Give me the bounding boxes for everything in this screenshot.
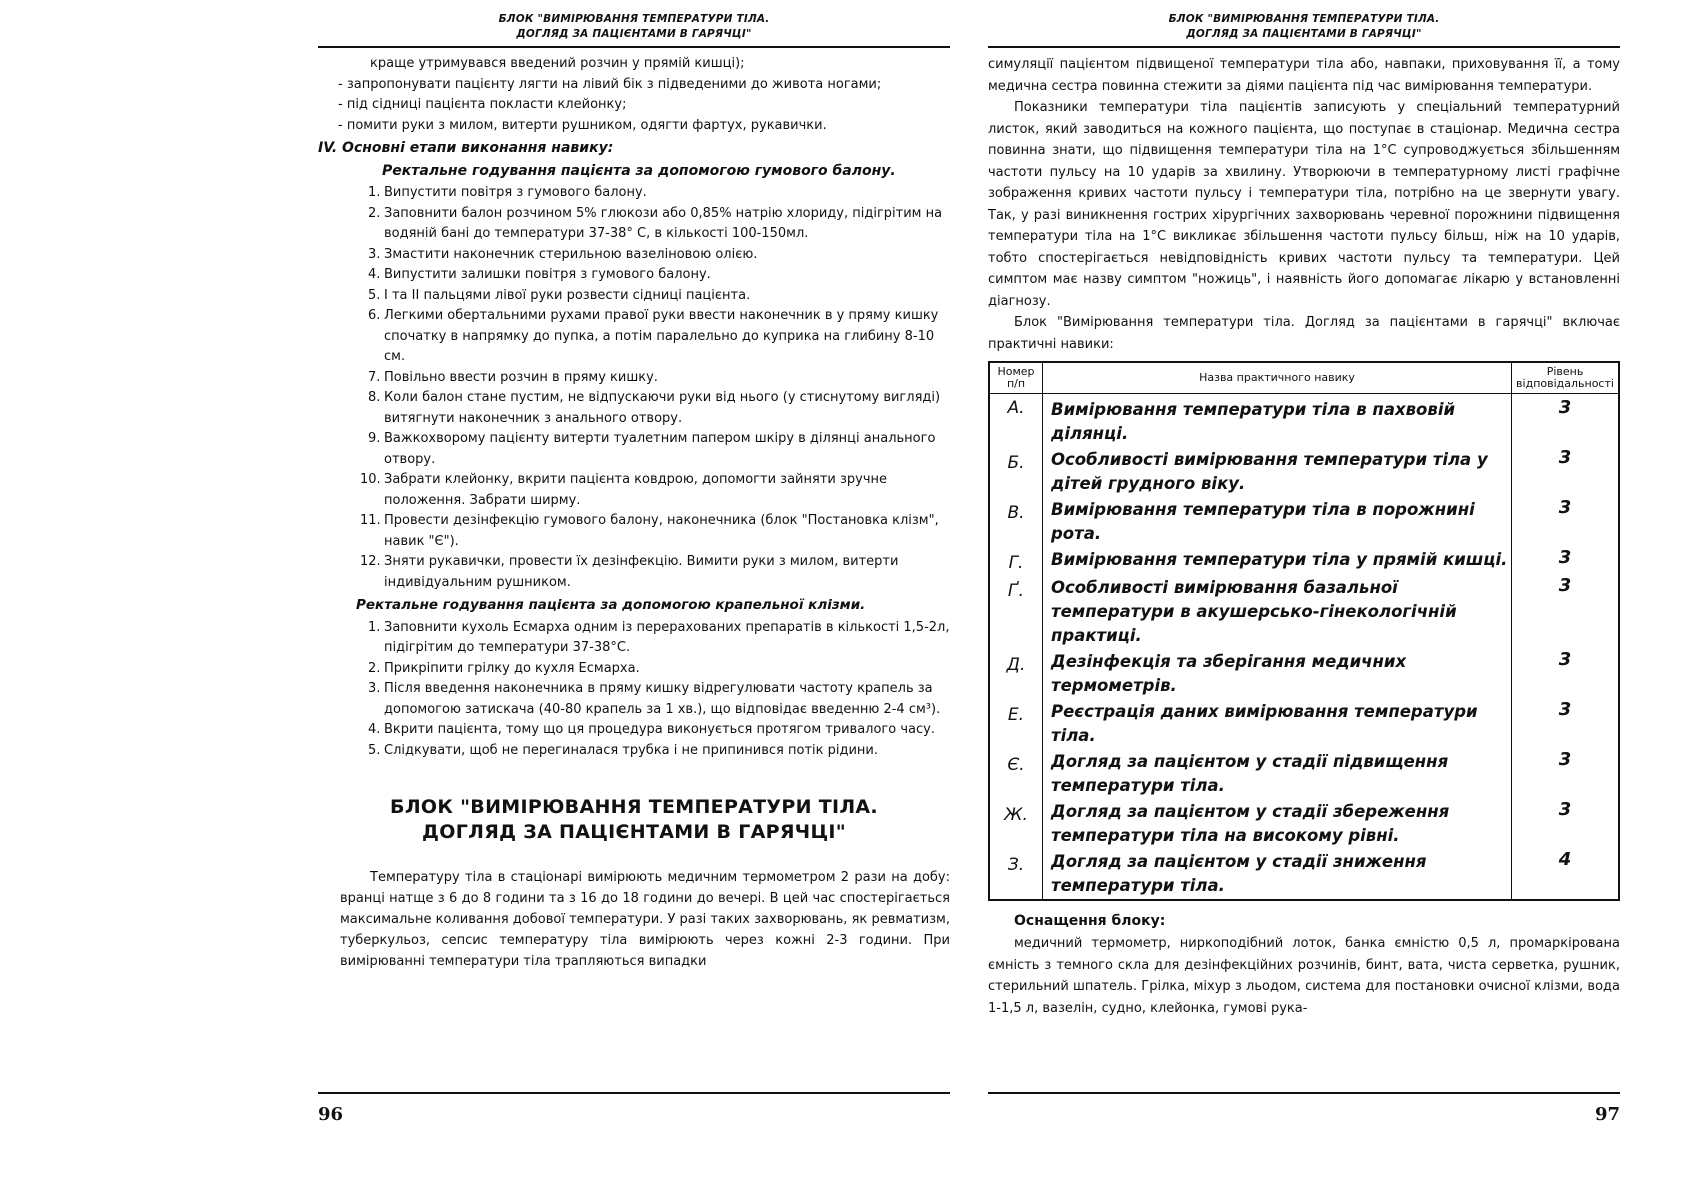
step-item	[318, 388, 950, 429]
footer-rule-right	[988, 1092, 1620, 1094]
step-item	[318, 368, 950, 389]
skills-table	[988, 361, 1620, 901]
running-head-line1: БЛОК "ВИМІРЮВАННЯ ТЕМПЕРАТУРИ ТІЛА.	[1168, 13, 1440, 25]
balloon-steps	[318, 183, 950, 593]
step-number: 1.	[368, 619, 381, 635]
table-row	[989, 394, 1619, 448]
table-row	[989, 849, 1619, 900]
step-item	[318, 552, 950, 593]
running-head-line1: БЛОК "ВИМІРЮВАННЯ ТЕМПЕРАТУРИ ТІЛА.	[498, 13, 770, 25]
step-text: Слідкувати, щоб не перегиналася трубка і не припинився потік рідини.	[384, 742, 879, 758]
step-item	[318, 470, 950, 511]
step-item	[318, 204, 950, 245]
step-number: 6.	[368, 308, 381, 323]
step-number: 7.	[368, 369, 381, 385]
skill-name: Особливості вимірювання базальної температури в акушерсько-гінекологічній практиці.	[1043, 575, 1512, 649]
step-text: Після введення наконечника в пряму кишку відрегулювати частоту крапель за допомогою затискача (40-80 крапель за 1 хв.), що відповідає введенню 2-4 см³).	[384, 681, 941, 717]
skill-level: 3	[1512, 575, 1620, 649]
skill-code: В.	[989, 497, 1043, 547]
step-item	[318, 306, 950, 368]
step-number: 11.	[360, 513, 381, 528]
step-item	[318, 511, 950, 552]
equipment-paragraph: медичний термометр, ниркоподібний лоток, банка ємністю 0,5 л, промаркірована ємність з темного скла для дезінфекційних розчинів, бинт, вата, чиста серветка, рушник, стерильний шпатель. Грілка, міхур з льодом, система для постановки очисної клізми, вода 1-1,5 л, вазелін, судно, клейонка, гумові рука-	[988, 936, 1620, 1016]
step-item	[318, 720, 950, 741]
step-number: 12.	[360, 554, 381, 569]
step-item	[318, 245, 950, 266]
skill-level: 3	[1512, 749, 1620, 799]
step-number: 9.	[368, 431, 381, 446]
bullet-item: - помити руки з милом, витерти рушником, одягти фартух, рукавички.	[338, 117, 827, 133]
subheading-balloon: Ректальне годування пацієнта за допомогою гумового балону.	[382, 162, 896, 179]
skill-code: Г.	[989, 547, 1043, 575]
table-row	[989, 575, 1619, 649]
table-row	[989, 649, 1619, 699]
step-item	[318, 659, 950, 680]
skill-level: 3	[1512, 699, 1620, 749]
left-page	[318, 0, 950, 1190]
step-text: Провести дезінфекцію гумового балону, наконечника (блок "Постановка клізм", навик "Є").	[384, 513, 939, 549]
skill-name: Дезінфекція та зберігання медичних термометрів.	[1043, 649, 1512, 699]
skill-name: Догляд за пацієнтом у стадії зниження температури тіла.	[1043, 849, 1512, 900]
subheading-drip: Ректальне годування пацієнта за допомогою крапельної клізми.	[356, 597, 866, 613]
step-text: Заповнити кухоль Есмарха одним із перерахованих препаратів в кількості 1,5-2л, підігрітим до температури 37-38°С.	[384, 619, 950, 655]
skill-level: 3	[1512, 447, 1620, 497]
table-row	[989, 547, 1619, 575]
step-text: Зняти рукавички, провести їх дезінфекцію. Вимити руки з милом, витерти індивідуальним рушником.	[384, 554, 899, 590]
header-code: Номер п/п	[989, 362, 1043, 394]
prep-bullets	[318, 75, 950, 137]
step-text: Випустити повітря з гумового балону.	[384, 185, 647, 200]
skill-code: Б.	[989, 447, 1043, 497]
skill-code: Ґ.	[989, 575, 1043, 649]
block-intro-paragraph: Температуру тіла в стаціонарі вимірюють медичним термометром 2 рази на добу: вранці натще з 6 до 8 години та з 16 до 18 години до вечері. В цей час спостерігається максимальне коливання добової температури. У разі таких захворювань, як ревматизм, туберкульоз, сепсис температуру тіла вимірюють через кожні 2-3 години. При вимірюванні температури тіла трапляються випадки	[340, 870, 950, 969]
skill-name: Вимірювання температури тіла у прямій кишці.	[1043, 547, 1512, 575]
skill-name: Вимірювання температури тіла в порожнині рота.	[1043, 497, 1512, 547]
step-number: 8.	[368, 390, 381, 405]
step-item	[318, 286, 950, 307]
header-level: Рівень відповідальності	[1512, 362, 1620, 394]
header-rule-right	[988, 46, 1620, 48]
step-number: 5.	[368, 742, 381, 758]
skill-code: Е.	[989, 699, 1043, 749]
step-text: Вкрити пацієнта, тому що ця процедура виконується протягом тривалого часу.	[384, 722, 935, 737]
right-column	[988, 54, 1620, 1019]
skill-level: 3	[1512, 394, 1620, 448]
skill-name: Догляд за пацієнтом у стадії збереження температури тіла на високому рівні.	[1043, 799, 1512, 849]
section-heading: IV. Основні етапи виконання навику:	[318, 140, 614, 156]
equipment-heading: Оснащення блоку:	[1014, 912, 1166, 929]
step-item	[318, 183, 950, 204]
skill-level: 3	[1512, 649, 1620, 699]
running-head-line2: ДОГЛЯД ЗА ПАЦІЄНТАМИ В ГАРЯЧЦІ"	[1186, 28, 1422, 40]
step-number: 5.	[368, 287, 381, 303]
step-text: Коли балон стане пустим, не відпускаючи руки від нього (у стиснутому вигляді) витягнути наконечник з анального отвору.	[384, 390, 941, 426]
step-number: 4.	[368, 722, 381, 737]
table-row	[989, 497, 1619, 547]
step-item	[318, 679, 950, 720]
step-item	[318, 741, 950, 762]
step-text: Повільно ввести розчин в пряму кишку.	[384, 369, 658, 385]
skill-name: Реєстрація даних вимірювання температури тіла.	[1043, 699, 1512, 749]
step-item	[318, 618, 950, 659]
skill-level: 3	[1512, 799, 1620, 849]
skill-name: Вимірювання температури тіла в пахвовій ділянці.	[1043, 394, 1512, 448]
header-name: Назва практичного навику	[1043, 362, 1512, 394]
skill-code: А.	[989, 394, 1043, 448]
right-page	[988, 0, 1620, 1190]
step-text: Легкими обертальними рухами правої руки ввести наконечник в у пряму кишку спочатку в напрямку до пупка, а потім паралельно до куприка на глибину 8-10 см.	[384, 308, 939, 364]
paragraph: симуляції пацієнтом підвищеної температури тіла або, навпаки, приховування її, а тому медична сестра повинна стежити за діями пацієнта під час вимірювання температури.	[988, 57, 1620, 94]
step-text: І та ІІ пальцями лівої руки розвести сідниці пацієнта.	[384, 287, 751, 303]
step-number: 3.	[368, 681, 381, 696]
skill-name: Догляд за пацієнтом у стадії підвищення температури тіла.	[1043, 749, 1512, 799]
table-row	[989, 749, 1619, 799]
block-title-line2: ДОГЛЯД ЗА ПАЦІЄНТАМИ В ГАРЯЧЦІ"	[422, 821, 846, 843]
running-head-left	[318, 12, 950, 42]
step-number: 2.	[368, 660, 381, 676]
block-title-line1: БЛОК "ВИМІРЮВАННЯ ТЕМПЕРАТУРИ ТІЛА.	[390, 796, 878, 818]
step-text: Прикріпити грілку до кухля Есмарха.	[384, 660, 640, 676]
table-row	[989, 799, 1619, 849]
step-number: 10.	[360, 472, 381, 487]
intro-line: краще утримувався введений розчин у прямій кишці);	[370, 56, 745, 71]
table-header-row	[989, 362, 1619, 394]
skill-code: З.	[989, 849, 1043, 900]
step-item	[318, 429, 950, 470]
paragraph: Блок "Вимірювання температури тіла. Догляд за пацієнтами в гарячці" включає практичні навики:	[988, 315, 1620, 352]
header-rule-left	[318, 46, 950, 48]
paragraph: Показники температури тіла пацієнтів записують у спеціальний температурний листок, який заводиться на кожного пацієнта, що поступає в стаціонар. Медична сестра повинна знати, що підвищення температури тіла на 1°С супроводжується збільшенням частоти пульсу на 10 ударів за хвилину. Утворюючи в температурному листі графічне зображення кривих частоти пульсу і температури тіла, потрібно на це звернути увагу. Так, у разі виникнення гострих хірургічних захворювань черевної порожнини підвищення температури тіла на 1°С викликає збільшення частоти пульсу більш, ніж на 10 ударів, тобто спостерігається невідповідність кривих частоти пульсу та температури. Цей симптом має назву симптом "ножиць", і наявність його допомагає лікарю у встановленні діагнозу.	[988, 100, 1620, 309]
skill-level: 4	[1512, 849, 1620, 900]
page-number-left: 96	[318, 1104, 344, 1125]
skill-level: 3	[1512, 547, 1620, 575]
step-text: Випустити залишки повітря з гумового балону.	[384, 267, 711, 282]
skill-code: Ж.	[989, 799, 1043, 849]
step-number: 4.	[368, 267, 381, 282]
footer-rule-left	[318, 1092, 950, 1094]
page-number-right: 97	[1594, 1104, 1620, 1125]
bullet-item: - запропонувати пацієнту лягти на лівий бік з підведеними до живота ногами;	[338, 76, 882, 92]
skill-code: Є.	[989, 749, 1043, 799]
running-head-right	[988, 12, 1620, 42]
step-number: 2.	[368, 205, 381, 221]
bullet-item: - під сідниці пацієнта покласти клейонку;	[338, 97, 627, 112]
step-number: 1.	[368, 185, 381, 200]
step-text: Заповнити балон розчином 5% глюкози або 0,85% натрію хлориду, підігрітим на водяній бані до температури 37-38° С, в кількості 100-150мл.	[384, 205, 943, 241]
skill-code: Д.	[989, 649, 1043, 699]
step-text: Забрати клейонку, вкрити пацієнта ковдрою, допомогти зайняти зручне положення. Забрати ширму.	[384, 472, 888, 508]
skill-name: Особливості вимірювання температури тіла у дітей грудного віку.	[1043, 447, 1512, 497]
left-column	[318, 54, 950, 972]
step-item	[318, 265, 950, 286]
table-row	[989, 699, 1619, 749]
running-head-line2: ДОГЛЯД ЗА ПАЦІЄНТАМИ В ГАРЯЧЦІ"	[516, 28, 752, 40]
step-text: Змастити наконечник стерильною вазеліновою олією.	[384, 246, 758, 262]
step-number: 3.	[368, 246, 381, 262]
skill-level: 3	[1512, 497, 1620, 547]
block-title	[318, 795, 950, 845]
table-row	[989, 447, 1619, 497]
drip-steps	[318, 618, 950, 762]
step-text: Важкохворому пацієнту витерти туалетним папером шкіру в ділянці анального отвору.	[384, 431, 936, 467]
